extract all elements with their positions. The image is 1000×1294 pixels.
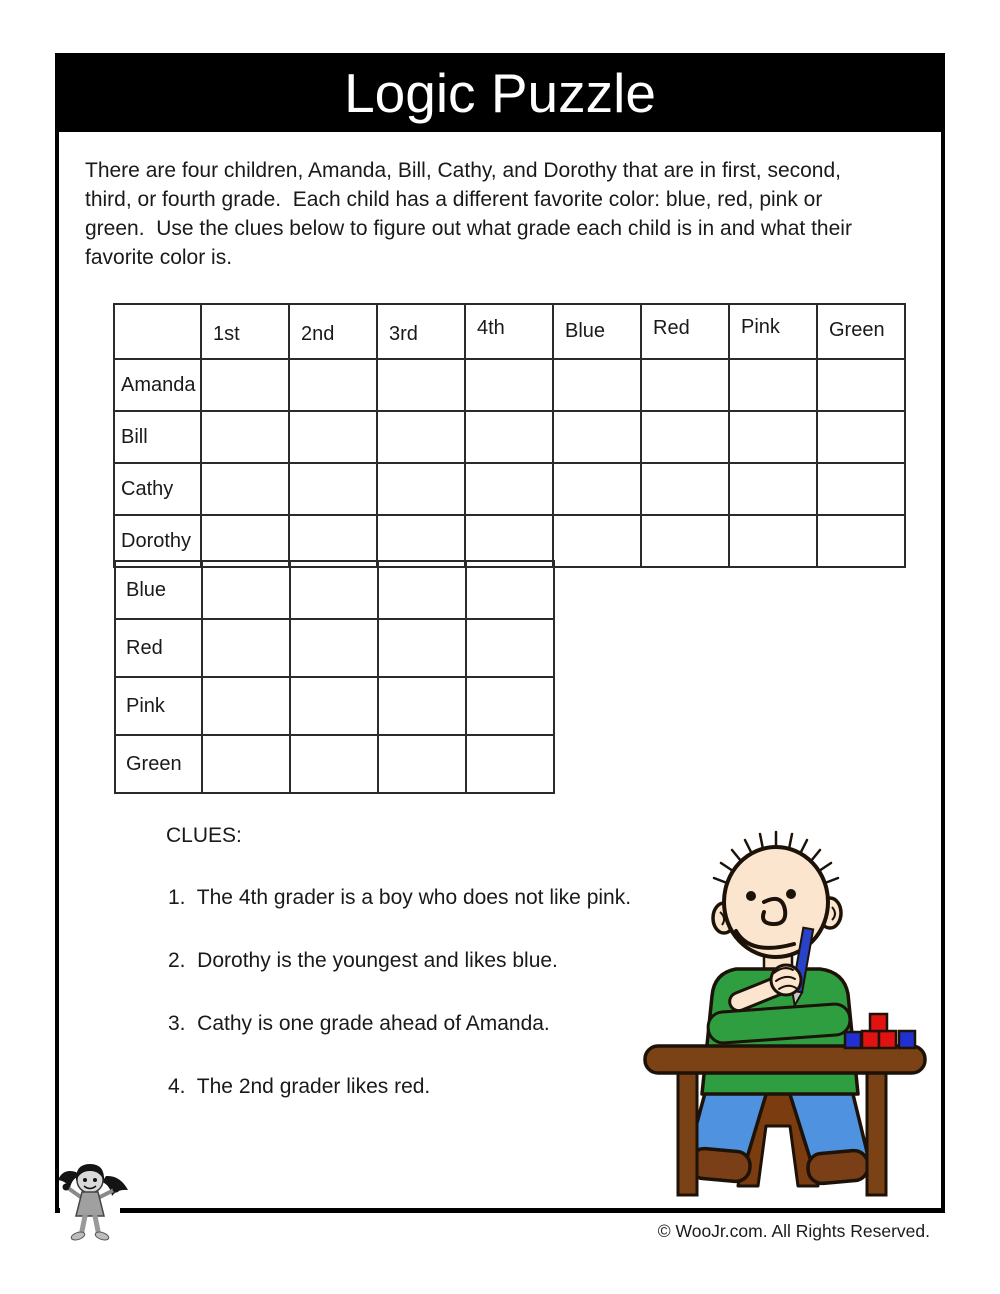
desk-leg-right: [867, 1066, 886, 1195]
intro-line: green. Use the clues below to figure out what grade each child is in and what their: [85, 217, 852, 240]
grid-cell: [290, 677, 378, 735]
grid-cell: [466, 735, 554, 793]
clue-item: 4. The 2nd grader likes red.: [168, 1075, 431, 1098]
eye-right: [786, 889, 796, 899]
grid-color-row: [115, 561, 554, 619]
mascot-hand: [113, 1186, 120, 1193]
grid-row-label: Blue: [115, 561, 202, 619]
grid-header-row: [114, 304, 905, 359]
mascot-foot: [94, 1231, 109, 1242]
grid-cell: [817, 515, 905, 567]
logic-grid-lower: [114, 560, 555, 794]
grid-cell: [289, 359, 377, 411]
intro-line: third, or fourth grade. Each child has a different favorite color: blue, red, pink or: [85, 188, 823, 211]
grid-cell: [817, 411, 905, 463]
blue-block: [845, 1032, 861, 1048]
grid-cell: [202, 619, 290, 677]
red-block: [862, 1031, 879, 1048]
grid-cell: [202, 677, 290, 735]
grid-name-row: [114, 411, 905, 463]
blue-block: [899, 1031, 915, 1048]
grid-cell: [729, 463, 817, 515]
grid-cell: [466, 561, 554, 619]
grid-row-label: Pink: [115, 677, 202, 735]
eye-left: [746, 891, 756, 901]
grid-cell: [201, 463, 289, 515]
clue-item: 2. Dorothy is the youngest and likes blue.: [168, 949, 558, 972]
page-title: Logic Puzzle: [344, 61, 656, 124]
grid-cell: [641, 359, 729, 411]
grid-cell: [641, 515, 729, 567]
grid-header-cell: 2nd: [289, 304, 377, 359]
grid-cell: [553, 411, 641, 463]
grid-cell: [289, 463, 377, 515]
mascot-eye: [93, 1178, 97, 1182]
grid-cell: [201, 359, 289, 411]
grid-cell: [553, 463, 641, 515]
grid-cell: [553, 515, 641, 567]
red-block: [879, 1031, 896, 1048]
grid-cell: [377, 359, 465, 411]
grid-cell: [378, 735, 466, 793]
grid-cell: [290, 735, 378, 793]
grid-header-cell: 1st: [201, 304, 289, 359]
grid-cell: [290, 619, 378, 677]
copyright-text: © WooJr.com. All Rights Reserved.: [657, 1221, 930, 1241]
mascot-leg: [82, 1216, 85, 1231]
mascot-arm-left: [68, 1188, 82, 1198]
grid-header-cell: Blue: [553, 304, 641, 359]
grid-row-label: Cathy: [114, 463, 201, 515]
grid-cell: [377, 463, 465, 515]
woojr-mascot-logo: [56, 1158, 136, 1250]
grid-cell: [729, 359, 817, 411]
intro-line: favorite color is.: [85, 246, 233, 269]
grid-color-row: [115, 619, 554, 677]
shoe-right: [807, 1149, 869, 1184]
clue-item: 3. Cathy is one grade ahead of Amanda.: [168, 1012, 550, 1035]
grid-header-cell: 4th: [465, 304, 553, 359]
title-banner: [55, 53, 945, 132]
mascot-leg: [95, 1216, 98, 1231]
grid-cell: [817, 463, 905, 515]
grid-cell: [378, 619, 466, 677]
mascot-eye: [83, 1178, 87, 1182]
face: [724, 847, 828, 957]
grid-color-row: [115, 677, 554, 735]
grid-header-cell: 3rd: [377, 304, 465, 359]
grid-corner-cell: [114, 304, 201, 359]
mascot-hand: [63, 1184, 70, 1191]
grid-cell: [289, 411, 377, 463]
boy-at-desk-illustration: [618, 826, 948, 1206]
grid-header-cell: Pink: [729, 304, 817, 359]
grid-row-label: Bill: [114, 411, 201, 463]
grid-cell: [729, 515, 817, 567]
desk-top: [645, 1046, 925, 1073]
intro-line: There are four children, Amanda, Bill, Cathy, and Dorothy that are in first, second,: [85, 159, 841, 182]
clues-heading: CLUES:: [166, 824, 242, 847]
red-block: [870, 1014, 887, 1031]
head: [713, 832, 841, 957]
clue-item: 1. The 4th grader is a boy who does not like pink.: [168, 886, 632, 909]
grid-cell: [378, 677, 466, 735]
grid-row-label: Green: [115, 735, 202, 793]
grid-row-label: Amanda: [114, 359, 201, 411]
grid-cell: [377, 411, 465, 463]
grid-row-label: Red: [115, 619, 202, 677]
logic-grid-upper: [113, 303, 906, 568]
grid-cell: [202, 735, 290, 793]
grid-cell: [465, 411, 553, 463]
grid-cell: [465, 463, 553, 515]
grid-cell: [553, 359, 641, 411]
toy-blocks: [845, 1014, 915, 1048]
desk-leg-left: [678, 1066, 697, 1195]
grid-cell: [817, 359, 905, 411]
grid-header-cell: Green: [817, 304, 905, 359]
grid-cell: [641, 411, 729, 463]
mascot-foot: [70, 1231, 85, 1242]
grid-cell: [290, 561, 378, 619]
grid-name-row: [114, 463, 905, 515]
intro-paragraph: [85, 156, 852, 272]
grid-cell: [729, 411, 817, 463]
grid-row-label: Dorothy: [114, 515, 201, 567]
grid-color-row: [115, 735, 554, 793]
grid-name-row: [114, 359, 905, 411]
hand: [771, 965, 801, 995]
grid-cell: [466, 677, 554, 735]
grid-cell: [641, 463, 729, 515]
grid-cell: [201, 411, 289, 463]
grid-cell: [465, 359, 553, 411]
grid-header-cell: Red: [641, 304, 729, 359]
grid-cell: [202, 561, 290, 619]
grid-cell: [466, 619, 554, 677]
grid-cell: [378, 561, 466, 619]
